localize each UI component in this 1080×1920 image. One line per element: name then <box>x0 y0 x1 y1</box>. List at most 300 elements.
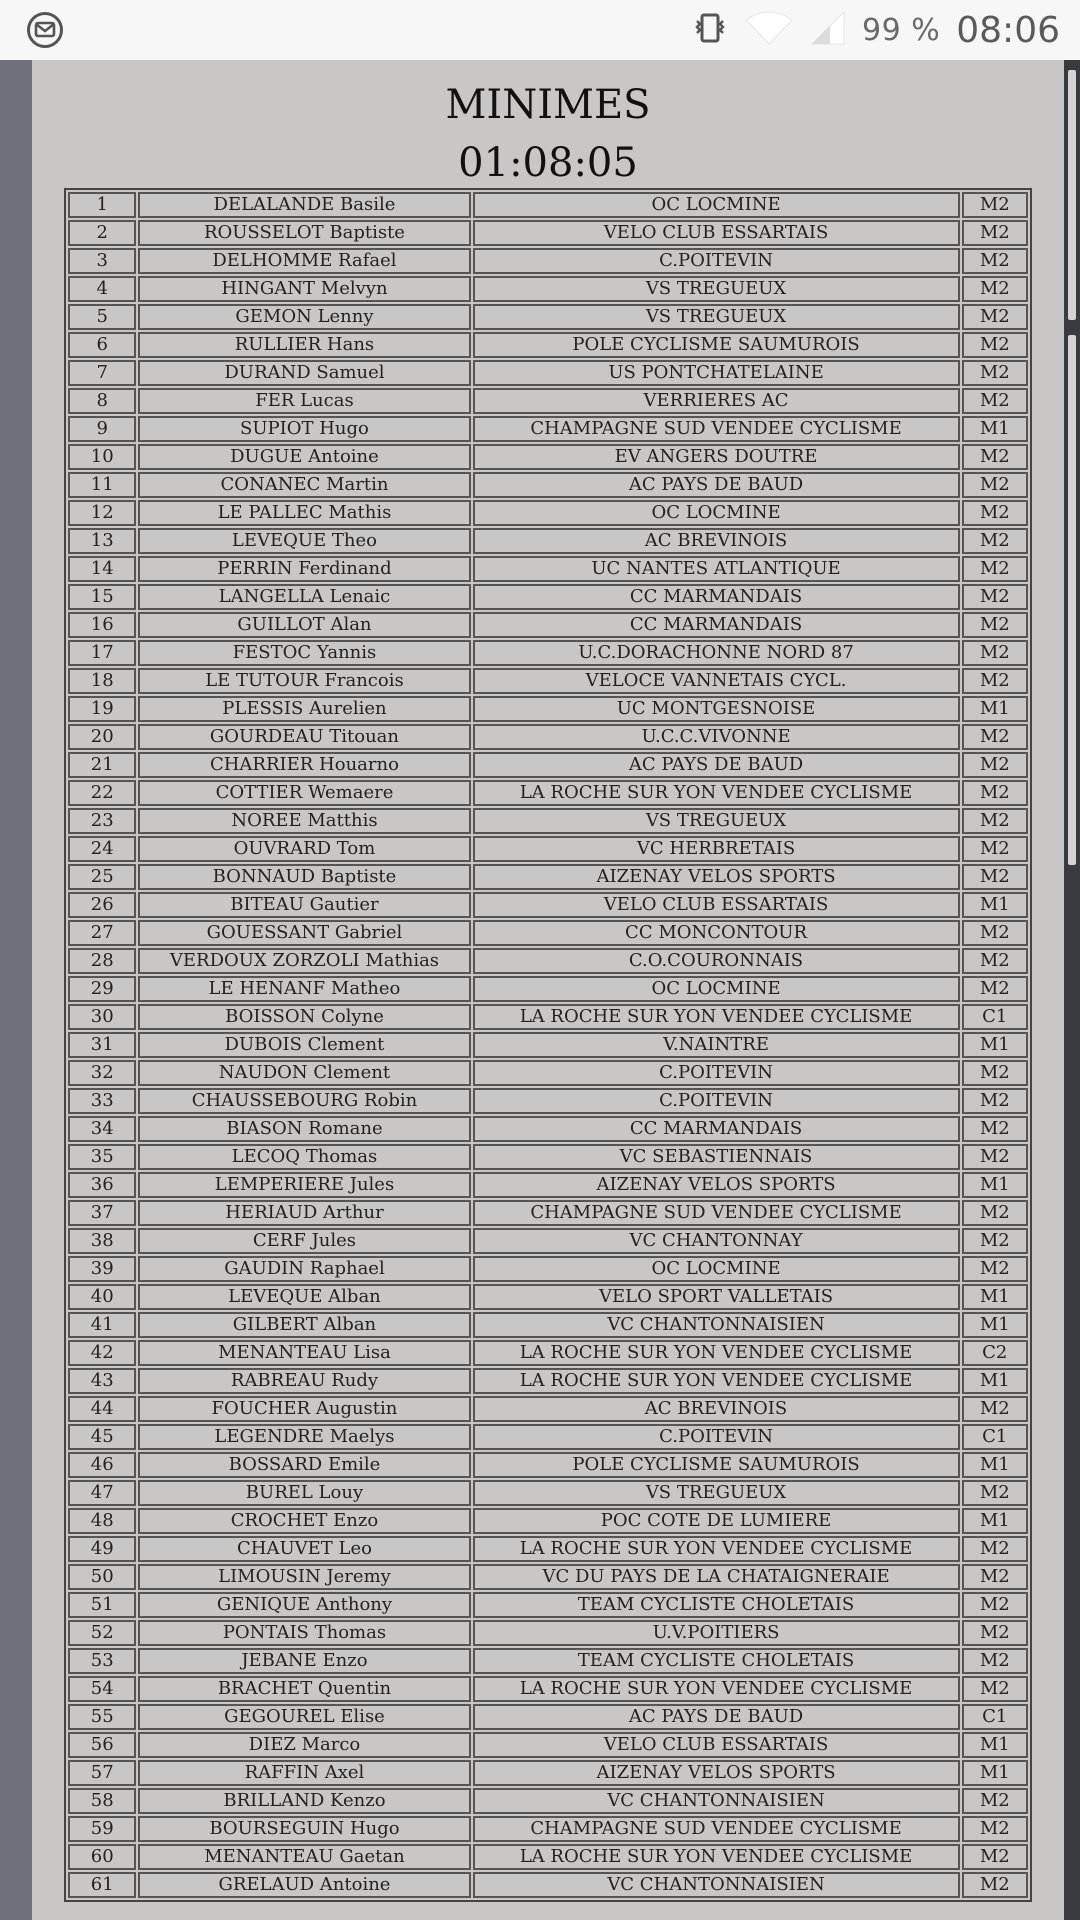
rider-name-cell: CROCHET Enzo <box>138 1508 470 1534</box>
category-cell: C1 <box>962 1704 1028 1730</box>
rider-name-cell: FER Lucas <box>138 388 470 414</box>
table-row <box>68 1788 1028 1814</box>
club-cell: VS TREGUEUX <box>473 808 960 834</box>
table-row <box>68 612 1028 638</box>
wifi-icon <box>744 10 794 50</box>
club-cell: VC CHANTONNAY <box>473 1228 960 1254</box>
rider-name-cell: MENANTEAU Lisa <box>138 1340 470 1366</box>
rank-cell: 2 <box>68 220 136 246</box>
table-row <box>68 1032 1028 1058</box>
vibrate-icon <box>692 10 728 50</box>
rank-cell: 23 <box>68 808 136 834</box>
club-cell: AIZENAY VELOS SPORTS <box>473 1172 960 1198</box>
rank-cell: 55 <box>68 1704 136 1730</box>
club-cell: TEAM CYCLISTE CHOLETAIS <box>473 1592 960 1618</box>
rank-cell: 39 <box>68 1256 136 1282</box>
table-row <box>68 500 1028 526</box>
category-cell: M2 <box>962 1844 1028 1870</box>
category-cell: M2 <box>962 1480 1028 1506</box>
club-cell: AC BREVINOIS <box>473 528 960 554</box>
rank-cell: 36 <box>68 1172 136 1198</box>
table-row <box>68 1312 1028 1338</box>
rider-name-cell: GOUESSANT Gabriel <box>138 920 470 946</box>
rank-cell: 56 <box>68 1732 136 1758</box>
category-cell: M2 <box>962 276 1028 302</box>
table-row <box>68 1060 1028 1086</box>
rank-cell: 21 <box>68 752 136 778</box>
club-cell: UC MONTGESNOISE <box>473 696 960 722</box>
table-row <box>68 668 1028 694</box>
rank-cell: 38 <box>68 1228 136 1254</box>
club-cell: LA ROCHE SUR YON VENDEE CYCLISME <box>473 1004 960 1030</box>
rank-cell: 26 <box>68 892 136 918</box>
category-cell: M2 <box>962 1536 1028 1562</box>
rider-name-cell: LE TUTOUR Francois <box>138 668 470 694</box>
rider-name-cell: BOSSARD Emile <box>138 1452 470 1478</box>
category-cell: M2 <box>962 920 1028 946</box>
table-row <box>68 1620 1028 1646</box>
club-cell: CC MONCONTOUR <box>473 920 960 946</box>
club-cell: LA ROCHE SUR YON VENDEE CYCLISME <box>473 1368 960 1394</box>
category-cell: M1 <box>962 1312 1028 1338</box>
rank-cell: 5 <box>68 304 136 330</box>
table-row <box>68 1004 1028 1030</box>
rank-cell: 12 <box>68 500 136 526</box>
rider-name-cell: LE PALLEC Mathis <box>138 500 470 526</box>
rank-cell: 48 <box>68 1508 136 1534</box>
scrollbar[interactable] <box>1064 60 1080 1920</box>
club-cell: POLE CYCLISME SAUMUROIS <box>473 1452 960 1478</box>
rider-name-cell: BUREL Louy <box>138 1480 470 1506</box>
rank-cell: 30 <box>68 1004 136 1030</box>
category-cell: M2 <box>962 1816 1028 1842</box>
rider-name-cell: HERIAUD Arthur <box>138 1200 470 1226</box>
category-cell: M2 <box>962 1088 1028 1114</box>
category-cell: M2 <box>962 1676 1028 1702</box>
table-row <box>68 1144 1028 1170</box>
table-row <box>68 696 1028 722</box>
category-cell: M2 <box>962 248 1028 274</box>
table-row <box>68 1732 1028 1758</box>
rank-cell: 57 <box>68 1760 136 1786</box>
category-cell: M1 <box>962 696 1028 722</box>
category-cell: M2 <box>962 668 1028 694</box>
rank-cell: 60 <box>68 1844 136 1870</box>
category-cell: M1 <box>962 416 1028 442</box>
table-row <box>68 948 1028 974</box>
rank-cell: 25 <box>68 864 136 890</box>
category-cell: C2 <box>962 1340 1028 1366</box>
table-row <box>68 584 1028 610</box>
rider-name-cell: GAUDIN Raphael <box>138 1256 470 1282</box>
rider-name-cell: CERF Jules <box>138 1228 470 1254</box>
rider-name-cell: MENANTEAU Gaetan <box>138 1844 470 1870</box>
rank-cell: 31 <box>68 1032 136 1058</box>
club-cell: LA ROCHE SUR YON VENDEE CYCLISME <box>473 1536 960 1562</box>
club-cell: C.POITEVIN <box>473 248 960 274</box>
rider-name-cell: PLESSIS Aurelien <box>138 696 470 722</box>
rank-cell: 42 <box>68 1340 136 1366</box>
rank-cell: 41 <box>68 1312 136 1338</box>
category-cell: M2 <box>962 752 1028 778</box>
club-cell: OC LOCMINE <box>473 976 960 1002</box>
club-cell: C.POITEVIN <box>473 1424 960 1450</box>
category-cell: M2 <box>962 528 1028 554</box>
rider-name-cell: NAUDON Clement <box>138 1060 470 1086</box>
club-cell: AIZENAY VELOS SPORTS <box>473 1760 960 1786</box>
category-cell: M2 <box>962 444 1028 470</box>
table-row <box>68 1844 1028 1870</box>
club-cell: CHAMPAGNE SUD VENDEE CYCLISME <box>473 416 960 442</box>
club-cell: VC HERBRETAIS <box>473 836 960 862</box>
rank-cell: 52 <box>68 1620 136 1646</box>
rank-cell: 22 <box>68 780 136 806</box>
table-row <box>68 1452 1028 1478</box>
club-cell: VELO CLUB ESSARTAIS <box>473 220 960 246</box>
table-row <box>68 864 1028 890</box>
rank-cell: 7 <box>68 360 136 386</box>
rank-cell: 37 <box>68 1200 136 1226</box>
category-cell: M2 <box>962 1144 1028 1170</box>
rank-cell: 17 <box>68 640 136 666</box>
club-cell: C.POITEVIN <box>473 1060 960 1086</box>
rank-cell: 58 <box>68 1788 136 1814</box>
rank-cell: 10 <box>68 444 136 470</box>
club-cell: VELOCE VANNETAIS CYCL. <box>473 668 960 694</box>
rider-name-cell: ROUSSELOT Baptiste <box>138 220 470 246</box>
rider-name-cell: BRACHET Quentin <box>138 1676 470 1702</box>
rank-cell: 6 <box>68 332 136 358</box>
rank-cell: 13 <box>68 528 136 554</box>
table-row <box>68 1424 1028 1450</box>
rank-cell: 49 <box>68 1536 136 1562</box>
category-cell: M2 <box>962 1060 1028 1086</box>
rider-name-cell: CHAUSSEBOURG Robin <box>138 1088 470 1114</box>
race-time: 01:08:05 <box>458 140 638 186</box>
table-row <box>68 836 1028 862</box>
club-cell: U.C.DORACHONNE NORD 87 <box>473 640 960 666</box>
club-cell: AC PAYS DE BAUD <box>473 472 960 498</box>
rider-name-cell: BITEAU Gautier <box>138 892 470 918</box>
club-cell: US PONTCHATELAINE <box>473 360 960 386</box>
club-cell: LA ROCHE SUR YON VENDEE CYCLISME <box>473 1676 960 1702</box>
category-cell: M2 <box>962 360 1028 386</box>
rider-name-cell: BOISSON Colyne <box>138 1004 470 1030</box>
category-cell: M2 <box>962 472 1028 498</box>
table-row <box>68 1480 1028 1506</box>
rider-name-cell: HINGANT Melvyn <box>138 276 470 302</box>
category-cell: M2 <box>962 1396 1028 1422</box>
rider-name-cell: FESTOC Yannis <box>138 640 470 666</box>
category-cell: M2 <box>962 220 1028 246</box>
left-gutter <box>0 60 32 1920</box>
rider-name-cell: LIMOUSIN Jeremy <box>138 1564 470 1590</box>
rider-name-cell: COTTIER Wemaere <box>138 780 470 806</box>
table-row <box>68 332 1028 358</box>
category-cell: M2 <box>962 836 1028 862</box>
rider-name-cell: DUBOIS Clement <box>138 1032 470 1058</box>
rider-name-cell: OUVRARD Tom <box>138 836 470 862</box>
category-cell: M2 <box>962 808 1028 834</box>
rank-cell: 46 <box>68 1452 136 1478</box>
rider-name-cell: LANGELLA Lenaic <box>138 584 470 610</box>
table-row <box>68 1508 1028 1534</box>
category-cell: M2 <box>962 976 1028 1002</box>
table-row <box>68 1340 1028 1366</box>
category-cell: M2 <box>962 1788 1028 1814</box>
table-row <box>68 640 1028 666</box>
club-cell: UC NANTES ATLANTIQUE <box>473 556 960 582</box>
rider-name-cell: CHARRIER Houarno <box>138 752 470 778</box>
club-cell: POLE CYCLISME SAUMUROIS <box>473 332 960 358</box>
club-cell: CC MARMANDAIS <box>473 612 960 638</box>
table-row <box>68 1200 1028 1226</box>
table-row <box>68 808 1028 834</box>
club-cell: AC BREVINOIS <box>473 1396 960 1422</box>
results-table-body <box>68 192 1028 1898</box>
rider-name-cell: GILBERT Alban <box>138 1312 470 1338</box>
rider-name-cell: GUILLOT Alan <box>138 612 470 638</box>
club-cell: VC CHANTONNAISIEN <box>473 1312 960 1338</box>
rank-cell: 51 <box>68 1592 136 1618</box>
rider-name-cell: RULLIER Hans <box>138 332 470 358</box>
table-row <box>68 892 1028 918</box>
club-cell: LA ROCHE SUR YON VENDEE CYCLISME <box>473 1340 960 1366</box>
rank-cell: 3 <box>68 248 136 274</box>
category-cell: M2 <box>962 1620 1028 1646</box>
table-row <box>68 1704 1028 1730</box>
category-cell: M2 <box>962 1256 1028 1282</box>
category-cell: M2 <box>962 864 1028 890</box>
rank-cell: 4 <box>68 276 136 302</box>
table-row <box>68 528 1028 554</box>
signal-icon <box>810 10 846 50</box>
rank-cell: 8 <box>68 388 136 414</box>
club-cell: CC MARMANDAIS <box>473 1116 960 1142</box>
table-row <box>68 444 1028 470</box>
table-row <box>68 556 1028 582</box>
rider-name-cell: DURAND Samuel <box>138 360 470 386</box>
club-cell: VELO CLUB ESSARTAIS <box>473 892 960 918</box>
category-cell: M1 <box>962 1032 1028 1058</box>
rider-name-cell: LEVEQUE Theo <box>138 528 470 554</box>
category-cell: M2 <box>962 584 1028 610</box>
rider-name-cell: PERRIN Ferdinand <box>138 556 470 582</box>
category-cell: M1 <box>962 1508 1028 1534</box>
table-row <box>68 1564 1028 1590</box>
table-row <box>68 1676 1028 1702</box>
rank-cell: 33 <box>68 1088 136 1114</box>
rider-name-cell: RABREAU Rudy <box>138 1368 470 1394</box>
club-cell: U.C.C.VIVONNE <box>473 724 960 750</box>
table-row <box>68 360 1028 386</box>
club-cell: VELO SPORT VALLETAIS <box>473 1284 960 1310</box>
category-cell: C1 <box>962 1004 1028 1030</box>
results-table <box>64 188 1032 1902</box>
category-cell: M1 <box>962 892 1028 918</box>
category-cell: M2 <box>962 948 1028 974</box>
club-cell: POC COTE DE LUMIERE <box>473 1508 960 1534</box>
club-cell: VC CHANTONNAISIEN <box>473 1788 960 1814</box>
rider-name-cell: GOURDEAU Titouan <box>138 724 470 750</box>
table-row <box>68 416 1028 442</box>
rank-cell: 34 <box>68 1116 136 1142</box>
status-bar <box>0 0 1080 60</box>
table-row <box>68 1116 1028 1142</box>
club-cell: OC LOCMINE <box>473 500 960 526</box>
category-cell: M2 <box>962 780 1028 806</box>
category-cell: M1 <box>962 1452 1028 1478</box>
club-cell: C.POITEVIN <box>473 1088 960 1114</box>
table-row <box>68 1760 1028 1786</box>
club-cell: AIZENAY VELOS SPORTS <box>473 864 960 890</box>
category-cell: M2 <box>962 1116 1028 1142</box>
rank-cell: 1 <box>68 192 136 218</box>
category-cell: M2 <box>962 1564 1028 1590</box>
rider-name-cell: GENIQUE Anthony <box>138 1592 470 1618</box>
rider-name-cell: LE HENANF Matheo <box>138 976 470 1002</box>
rider-name-cell: GEMON Lenny <box>138 304 470 330</box>
club-cell: V.NAINTRE <box>473 1032 960 1058</box>
message-notification-icon <box>26 11 64 49</box>
rider-name-cell: BOURSEGUIN Hugo <box>138 1816 470 1842</box>
category-cell: M1 <box>962 1172 1028 1198</box>
table-row <box>68 1816 1028 1842</box>
table-row <box>68 1648 1028 1674</box>
table-row <box>68 1256 1028 1282</box>
club-cell: CHAMPAGNE SUD VENDEE CYCLISME <box>473 1200 960 1226</box>
rider-name-cell: CHAUVET Leo <box>138 1536 470 1562</box>
table-row <box>68 304 1028 330</box>
results-page[interactable] <box>32 60 1064 1920</box>
rank-cell: 50 <box>68 1564 136 1590</box>
table-row <box>68 724 1028 750</box>
table-row <box>68 276 1028 302</box>
club-cell: VC CHANTONNAISIEN <box>473 1872 960 1898</box>
rank-cell: 40 <box>68 1284 136 1310</box>
rider-name-cell: LEVEQUE Alban <box>138 1284 470 1310</box>
table-row <box>68 1088 1028 1114</box>
table-row <box>68 388 1028 414</box>
club-cell: TEAM CYCLISTE CHOLETAIS <box>473 1648 960 1674</box>
rider-name-cell: BONNAUD Baptiste <box>138 864 470 890</box>
club-cell: CHAMPAGNE SUD VENDEE CYCLISME <box>473 1816 960 1842</box>
category-cell: M1 <box>962 1368 1028 1394</box>
table-row <box>68 780 1028 806</box>
rank-cell: 19 <box>68 696 136 722</box>
category-cell: C1 <box>962 1424 1028 1450</box>
club-cell: VC DU PAYS DE LA CHATAIGNERAIE <box>473 1564 960 1590</box>
rank-cell: 24 <box>68 836 136 862</box>
table-row <box>68 1228 1028 1254</box>
table-row <box>68 1536 1028 1562</box>
rank-cell: 15 <box>68 584 136 610</box>
rank-cell: 32 <box>68 1060 136 1086</box>
rider-name-cell: SUPIOT Hugo <box>138 416 470 442</box>
club-cell: VERRIERES AC <box>473 388 960 414</box>
table-row <box>68 472 1028 498</box>
category-cell: M2 <box>962 1592 1028 1618</box>
category-cell: M2 <box>962 332 1028 358</box>
table-row <box>68 248 1028 274</box>
table-row <box>68 220 1028 246</box>
table-row <box>68 1284 1028 1310</box>
category-cell: M2 <box>962 612 1028 638</box>
rank-cell: 43 <box>68 1368 136 1394</box>
category-cell: M2 <box>962 556 1028 582</box>
rider-name-cell: DELALANDE Basile <box>138 192 470 218</box>
rider-name-cell: PONTAIS Thomas <box>138 1620 470 1646</box>
club-cell: VS TREGUEUX <box>473 304 960 330</box>
table-row <box>68 1396 1028 1422</box>
rank-cell: 27 <box>68 920 136 946</box>
table-row <box>68 976 1028 1002</box>
club-cell: VELO CLUB ESSARTAIS <box>473 1732 960 1758</box>
rider-name-cell: RAFFIN Axel <box>138 1760 470 1786</box>
rank-cell: 14 <box>68 556 136 582</box>
rank-cell: 47 <box>68 1480 136 1506</box>
rider-name-cell: BRILLAND Kenzo <box>138 1788 470 1814</box>
rank-cell: 54 <box>68 1676 136 1702</box>
table-row <box>68 920 1028 946</box>
rider-name-cell: FOUCHER Augustin <box>138 1396 470 1422</box>
rank-cell: 28 <box>68 948 136 974</box>
rank-cell: 16 <box>68 612 136 638</box>
scrollbar-thumb[interactable] <box>1068 70 1076 320</box>
club-cell: LA ROCHE SUR YON VENDEE CYCLISME <box>473 780 960 806</box>
club-cell: OC LOCMINE <box>473 1256 960 1282</box>
category-cell: M2 <box>962 500 1028 526</box>
category-cell: M2 <box>962 388 1028 414</box>
rank-cell: 9 <box>68 416 136 442</box>
rank-cell: 18 <box>68 668 136 694</box>
rank-cell: 61 <box>68 1872 136 1898</box>
rider-name-cell: DELHOMME Rafael <box>138 248 470 274</box>
rank-cell: 44 <box>68 1396 136 1422</box>
table-row <box>68 752 1028 778</box>
rank-cell: 29 <box>68 976 136 1002</box>
table-row <box>68 192 1028 218</box>
club-cell: AC PAYS DE BAUD <box>473 1704 960 1730</box>
rider-name-cell: GRELAUD Antoine <box>138 1872 470 1898</box>
club-cell: C.O.COURONNAIS <box>473 948 960 974</box>
club-cell: VS TREGUEUX <box>473 1480 960 1506</box>
rank-cell: 35 <box>68 1144 136 1170</box>
category-cell: M2 <box>962 640 1028 666</box>
rank-cell: 20 <box>68 724 136 750</box>
category-cell: M1 <box>962 1732 1028 1758</box>
club-cell: VS TREGUEUX <box>473 276 960 302</box>
rider-name-cell: BIASON Romane <box>138 1116 470 1142</box>
category-cell: M1 <box>962 1760 1028 1786</box>
club-cell: OC LOCMINE <box>473 192 960 218</box>
category-cell: M2 <box>962 1872 1028 1898</box>
rank-cell: 59 <box>68 1816 136 1842</box>
rider-name-cell: GEGOUREL Elise <box>138 1704 470 1730</box>
table-row <box>68 1172 1028 1198</box>
rider-name-cell: DIEZ Marco <box>138 1732 470 1758</box>
clock: 08:06 <box>956 9 1060 51</box>
rank-cell: 45 <box>68 1424 136 1450</box>
club-cell: LA ROCHE SUR YON VENDEE CYCLISME <box>473 1844 960 1870</box>
rider-name-cell: CONANEC Martin <box>138 472 470 498</box>
category-cell: M2 <box>962 1228 1028 1254</box>
table-row <box>68 1592 1028 1618</box>
club-cell: AC PAYS DE BAUD <box>473 752 960 778</box>
club-cell: VC SEBASTIENNAIS <box>473 1144 960 1170</box>
rider-name-cell: DUGUE Antoine <box>138 444 470 470</box>
rider-name-cell: NOREE Matthis <box>138 808 470 834</box>
